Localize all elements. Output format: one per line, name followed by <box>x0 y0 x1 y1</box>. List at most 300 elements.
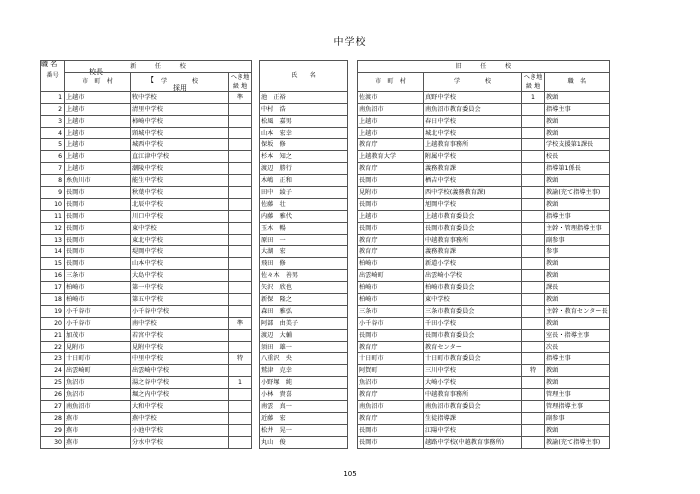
table-row <box>41 187 610 199</box>
person-name: 森田 雅弘 <box>260 305 348 317</box>
table-row <box>41 282 610 294</box>
old-school: 真野中学校 <box>424 91 522 103</box>
new-school: 東中学校 <box>131 222 229 234</box>
new-school: 堀之内中学校 <box>131 389 229 401</box>
spacer <box>348 436 358 448</box>
header-name: 氏 名 <box>260 61 348 92</box>
spacer <box>348 187 358 199</box>
position-label: 職 名 <box>41 60 58 68</box>
old-city: 小千谷市 <box>358 317 424 329</box>
spacer <box>252 115 260 127</box>
old-school: 江陽中学校 <box>424 424 522 436</box>
new-city: 魚沼市 <box>65 377 131 389</box>
spacer <box>252 305 260 317</box>
spacer <box>348 329 358 341</box>
table-row <box>41 234 610 246</box>
personnel-table <box>40 60 610 449</box>
person-name: 保坂 修 <box>260 139 348 151</box>
old-title: 教頭 <box>545 91 610 103</box>
person-name: 丸山 俊 <box>260 436 348 448</box>
old-city: 柏崎市 <box>358 282 424 294</box>
table-row <box>41 424 610 436</box>
new-remote: 準 <box>229 91 252 103</box>
header-no: 番号 <box>41 61 65 92</box>
header-new-school: 学 校 <box>131 72 229 91</box>
old-school: 城北中学校 <box>424 127 522 139</box>
new-remote <box>229 139 252 151</box>
new-school: 堤岡中学校 <box>131 246 229 258</box>
old-school: 長岡市教育委員会 <box>424 329 522 341</box>
header-old-title: 職 名 <box>545 72 610 91</box>
old-remote <box>522 139 545 151</box>
old-title: 教頭 <box>545 377 610 389</box>
spacer <box>348 163 358 175</box>
old-school: 十日町市教育委員会 <box>424 353 522 365</box>
table-row <box>41 175 610 187</box>
old-school: 出雲崎小学校 <box>424 270 522 282</box>
header-old-city: 市 町 村 <box>358 72 424 91</box>
new-city: 長岡市 <box>65 234 131 246</box>
old-city: 十日町市 <box>358 353 424 365</box>
spacer <box>252 258 260 270</box>
spacer <box>252 341 260 353</box>
spacer <box>348 61 358 92</box>
new-remote <box>229 246 252 258</box>
new-school: 第五中学校 <box>131 294 229 306</box>
old-school: 三条市教育委員会 <box>424 305 522 317</box>
old-school: 義務教育課 <box>424 246 522 258</box>
old-remote <box>522 412 545 424</box>
old-remote <box>522 187 545 199</box>
header-new-remote: へき地 級 地 <box>229 72 252 91</box>
new-city: 南魚沼市 <box>65 401 131 413</box>
new-remote <box>229 163 252 175</box>
page-number: 105 <box>343 470 357 478</box>
row-number: 2 <box>41 103 65 115</box>
new-school: 中里中学校 <box>131 353 229 365</box>
table-row <box>41 412 610 424</box>
new-school: 第一中学校 <box>131 282 229 294</box>
new-city: 三条市 <box>65 270 131 282</box>
old-school: 南魚沼市教育委員会 <box>424 103 522 115</box>
new-remote <box>229 151 252 163</box>
row-number: 17 <box>41 282 65 294</box>
table-row <box>41 341 610 353</box>
old-school: 生徒指導課 <box>424 412 522 424</box>
old-city: 長岡市 <box>358 424 424 436</box>
old-school: 長岡市教育委員会 <box>424 222 522 234</box>
new-school: 見附中学校 <box>131 341 229 353</box>
row-number: 12 <box>41 222 65 234</box>
old-city: 見附市 <box>358 187 424 199</box>
table-row <box>41 317 610 329</box>
person-name: 渡辺 勝行 <box>260 163 348 175</box>
old-title: 副参事 <box>545 234 610 246</box>
person-name: 鷲津 克幸 <box>260 365 348 377</box>
new-city: 加茂市 <box>65 329 131 341</box>
old-title: 教頭 <box>545 294 610 306</box>
spacer <box>348 151 358 163</box>
old-remote <box>522 282 545 294</box>
new-remote <box>229 234 252 246</box>
table-row <box>41 389 610 401</box>
new-school: 大島中学校 <box>131 270 229 282</box>
old-remote <box>522 353 545 365</box>
spacer <box>252 401 260 413</box>
row-number: 22 <box>41 341 65 353</box>
old-title: 教諭(充て指導主事) <box>545 187 610 199</box>
new-remote <box>229 424 252 436</box>
new-city: 小千谷市 <box>65 305 131 317</box>
old-remote <box>522 401 545 413</box>
table-row <box>41 353 610 365</box>
old-title: 指導主事 <box>545 210 610 222</box>
old-city: 長岡市 <box>358 436 424 448</box>
new-remote <box>229 187 252 199</box>
old-city: 教育庁 <box>358 234 424 246</box>
new-city: 長岡市 <box>65 222 131 234</box>
old-city: 南魚沼市 <box>358 103 424 115</box>
old-school: 教育センター <box>424 341 522 353</box>
table-row <box>41 377 610 389</box>
spacer <box>348 294 358 306</box>
spacer <box>252 234 260 246</box>
old-remote <box>522 377 545 389</box>
old-title: 課長 <box>545 282 610 294</box>
new-city: 燕市 <box>65 424 131 436</box>
old-city: 教育庁 <box>358 246 424 258</box>
old-city: 上越市 <box>358 210 424 222</box>
spacer <box>252 127 260 139</box>
old-title: 学校支援第1課長 <box>545 139 610 151</box>
row-number: 26 <box>41 389 65 401</box>
old-title: 指導第1係長 <box>545 163 610 175</box>
new-remote <box>229 258 252 270</box>
spacer <box>348 234 358 246</box>
new-city: 上越市 <box>65 127 131 139</box>
row-number: 21 <box>41 329 65 341</box>
new-school: 城西中学校 <box>131 139 229 151</box>
old-title: 教頭 <box>545 175 610 187</box>
old-remote: 1 <box>522 91 545 103</box>
new-school: 能生中学校 <box>131 175 229 187</box>
old-remote <box>522 210 545 222</box>
person-name: 矢沢 欣也 <box>260 282 348 294</box>
spacer <box>252 103 260 115</box>
old-title: 教頭 <box>545 365 610 377</box>
old-city: 佐渡市 <box>358 91 424 103</box>
spacer <box>348 103 358 115</box>
status-value: 採用 <box>173 84 187 92</box>
row-number: 5 <box>41 139 65 151</box>
old-school: 義務教育課 <box>424 163 522 175</box>
row-number: 8 <box>41 175 65 187</box>
table-row <box>41 139 610 151</box>
old-remote <box>522 246 545 258</box>
table-row <box>41 436 610 448</box>
old-city: 出雲崎町 <box>358 270 424 282</box>
new-city: 長岡市 <box>65 246 131 258</box>
new-city: 長岡市 <box>65 187 131 199</box>
old-school: 栖吉中学校 <box>424 175 522 187</box>
new-city: 糸魚川市 <box>65 175 131 187</box>
new-city: 長岡市 <box>65 198 131 210</box>
person-name: 松井 晃一 <box>260 424 348 436</box>
old-remote <box>522 198 545 210</box>
old-remote <box>522 234 545 246</box>
spacer <box>348 412 358 424</box>
old-title: 主幹・教育センター長 <box>545 305 610 317</box>
spacer <box>252 294 260 306</box>
spacer <box>348 258 358 270</box>
person-name: 八重沢 央 <box>260 353 348 365</box>
old-remote <box>522 151 545 163</box>
new-city: 柏崎市 <box>65 294 131 306</box>
old-city: 長岡市 <box>358 175 424 187</box>
row-number: 30 <box>41 436 65 448</box>
spacer <box>348 127 358 139</box>
old-school: 大崎小学校 <box>424 377 522 389</box>
old-remote <box>522 127 545 139</box>
spacer <box>348 175 358 187</box>
person-name: 池 正裕 <box>260 91 348 103</box>
row-number: 3 <box>41 115 65 127</box>
old-remote <box>522 436 545 448</box>
header-old-remote: へき地 級 地 <box>522 72 545 91</box>
new-remote <box>229 175 252 187</box>
old-city: 上越教育大学 <box>358 151 424 163</box>
spacer <box>348 317 358 329</box>
spacer <box>348 353 358 365</box>
old-school: 中越教育事務所 <box>424 234 522 246</box>
table-row <box>41 198 610 210</box>
spacer <box>252 353 260 365</box>
row-number: 9 <box>41 187 65 199</box>
spacer <box>348 91 358 103</box>
new-remote: 1 <box>229 377 252 389</box>
old-remote <box>522 305 545 317</box>
new-city: 上越市 <box>65 115 131 127</box>
new-city: 上越市 <box>65 91 131 103</box>
new-city: 燕市 <box>65 412 131 424</box>
new-city: 上越市 <box>65 139 131 151</box>
spacer <box>348 282 358 294</box>
spacer <box>252 91 260 103</box>
new-remote <box>229 294 252 306</box>
old-title: 参事 <box>545 246 610 258</box>
old-remote <box>522 317 545 329</box>
new-school: 燕中学校 <box>131 412 229 424</box>
new-city: 十日町市 <box>65 353 131 365</box>
old-city: 柏崎市 <box>358 258 424 270</box>
old-city: 長岡市 <box>358 222 424 234</box>
new-school: 小池中学校 <box>131 424 229 436</box>
row-number: 19 <box>41 305 65 317</box>
spacer <box>252 317 260 329</box>
person-name: 原田 一 <box>260 234 348 246</box>
header-new-school-group: 新 任 校 <box>65 61 252 73</box>
new-city: 長岡市 <box>65 210 131 222</box>
new-remote <box>229 436 252 448</box>
table-row <box>41 222 610 234</box>
old-remote <box>522 163 545 175</box>
old-remote <box>522 294 545 306</box>
header-new-city: 市 町 村 <box>65 72 131 91</box>
old-school: 上越市教育委員会 <box>424 210 522 222</box>
spacer <box>252 424 260 436</box>
person-name: 山本 宏幸 <box>260 127 348 139</box>
new-school: 秋葉中学校 <box>131 187 229 199</box>
old-school: 東中学校 <box>424 294 522 306</box>
old-city: 教育庁 <box>358 389 424 401</box>
person-name: 中村 浩 <box>260 103 348 115</box>
new-school: 南中学校 <box>131 317 229 329</box>
old-school: 千田小学校 <box>424 317 522 329</box>
spacer <box>348 401 358 413</box>
table-row <box>41 329 610 341</box>
new-remote <box>229 329 252 341</box>
old-remote <box>522 258 545 270</box>
new-school: 潮陵中学校 <box>131 163 229 175</box>
spacer <box>252 377 260 389</box>
spacer <box>348 222 358 234</box>
table-row <box>41 210 610 222</box>
new-city: 上越市 <box>65 163 131 175</box>
old-title: 室長・指導主事 <box>545 329 610 341</box>
old-city: 教育庁 <box>358 139 424 151</box>
old-title: 教頭 <box>545 424 610 436</box>
old-city: 上越市 <box>358 115 424 127</box>
new-remote <box>229 389 252 401</box>
old-school: 三川中学校 <box>424 365 522 377</box>
old-title: 副参事 <box>545 412 610 424</box>
old-city: 魚沼市 <box>358 377 424 389</box>
new-city: 出雲崎町 <box>65 365 131 377</box>
old-city: 南魚沼市 <box>358 401 424 413</box>
person-name: 佐藤 壮 <box>260 198 348 210</box>
new-city: 魚沼市 <box>65 389 131 401</box>
spacer <box>252 329 260 341</box>
table-row <box>41 258 610 270</box>
new-school: 直江津中学校 <box>131 151 229 163</box>
table-row <box>41 401 610 413</box>
spacer <box>348 270 358 282</box>
person-name: 木嶋 正和 <box>260 175 348 187</box>
spacer <box>252 198 260 210</box>
old-school: 柏崎市教育委員会 <box>424 282 522 294</box>
old-remote <box>522 222 545 234</box>
spacer <box>252 389 260 401</box>
new-city: 柏崎市 <box>65 282 131 294</box>
spacer <box>252 163 260 175</box>
spacer <box>348 139 358 151</box>
person-name: 新保 隆之 <box>260 294 348 306</box>
new-city: 上越市 <box>65 151 131 163</box>
old-title: 管理指導主事 <box>545 401 610 413</box>
new-remote <box>229 210 252 222</box>
spacer <box>348 424 358 436</box>
row-number: 1 <box>41 91 65 103</box>
table-row <box>41 294 610 306</box>
old-title: 教頭 <box>545 258 610 270</box>
spacer <box>252 61 260 92</box>
old-title: 教頭 <box>545 317 610 329</box>
new-city: 上越市 <box>65 103 131 115</box>
table-row <box>41 151 610 163</box>
person-name: 松風 嘉男 <box>260 115 348 127</box>
new-school: 頸城中学校 <box>131 127 229 139</box>
person-name: 杉本 知之 <box>260 151 348 163</box>
new-remote: 特 <box>229 353 252 365</box>
new-remote <box>229 115 252 127</box>
row-number: 18 <box>41 294 65 306</box>
spacer <box>348 389 358 401</box>
old-city: 三条市 <box>358 305 424 317</box>
spacer <box>252 139 260 151</box>
old-remote: 特 <box>522 365 545 377</box>
old-title: 教頭 <box>545 198 610 210</box>
old-title: 指導主事 <box>545 353 610 365</box>
spacer <box>252 412 260 424</box>
spacer <box>348 365 358 377</box>
old-remote <box>522 341 545 353</box>
old-city: 阿賀町 <box>358 365 424 377</box>
spacer <box>252 282 260 294</box>
new-school: 山本中学校 <box>131 258 229 270</box>
row-number: 27 <box>41 401 65 413</box>
table-row <box>41 163 610 175</box>
old-city: 上越市 <box>358 127 424 139</box>
spacer <box>348 305 358 317</box>
old-city: 教育庁 <box>358 163 424 175</box>
spacer <box>252 246 260 258</box>
spacer <box>348 115 358 127</box>
row-number: 13 <box>41 234 65 246</box>
header-old-school-group: 旧 任 校 <box>358 61 610 73</box>
old-title: 主幹・管理指導主事 <box>545 222 610 234</box>
old-remote <box>522 329 545 341</box>
person-name: 田中 綾子 <box>260 187 348 199</box>
old-remote <box>522 389 545 401</box>
spacer <box>252 270 260 282</box>
row-number: 15 <box>41 258 65 270</box>
new-remote <box>229 401 252 413</box>
old-city: 教育庁 <box>358 412 424 424</box>
old-title: 教頭 <box>545 127 610 139</box>
new-school: 柿崎中学校 <box>131 115 229 127</box>
table-row <box>41 270 610 282</box>
old-title: 指導主事 <box>545 103 610 115</box>
row-number: 28 <box>41 412 65 424</box>
row-number: 6 <box>41 151 65 163</box>
person-name: 内藤 雅代 <box>260 210 348 222</box>
header-old-school: 学 校 <box>424 72 522 91</box>
new-school: 分水中学校 <box>131 436 229 448</box>
new-school: 東北中学校 <box>131 234 229 246</box>
spacer <box>348 246 358 258</box>
old-city: 長岡市 <box>358 329 424 341</box>
new-remote <box>229 282 252 294</box>
bracket-open: 【 <box>147 76 154 84</box>
person-name: 飛田 修 <box>260 258 348 270</box>
table-row <box>41 305 610 317</box>
new-remote <box>229 198 252 210</box>
new-school: 湯之谷中学校 <box>131 377 229 389</box>
old-remote <box>522 424 545 436</box>
header-row-1 <box>41 61 610 73</box>
spacer <box>252 210 260 222</box>
spacer <box>348 341 358 353</box>
